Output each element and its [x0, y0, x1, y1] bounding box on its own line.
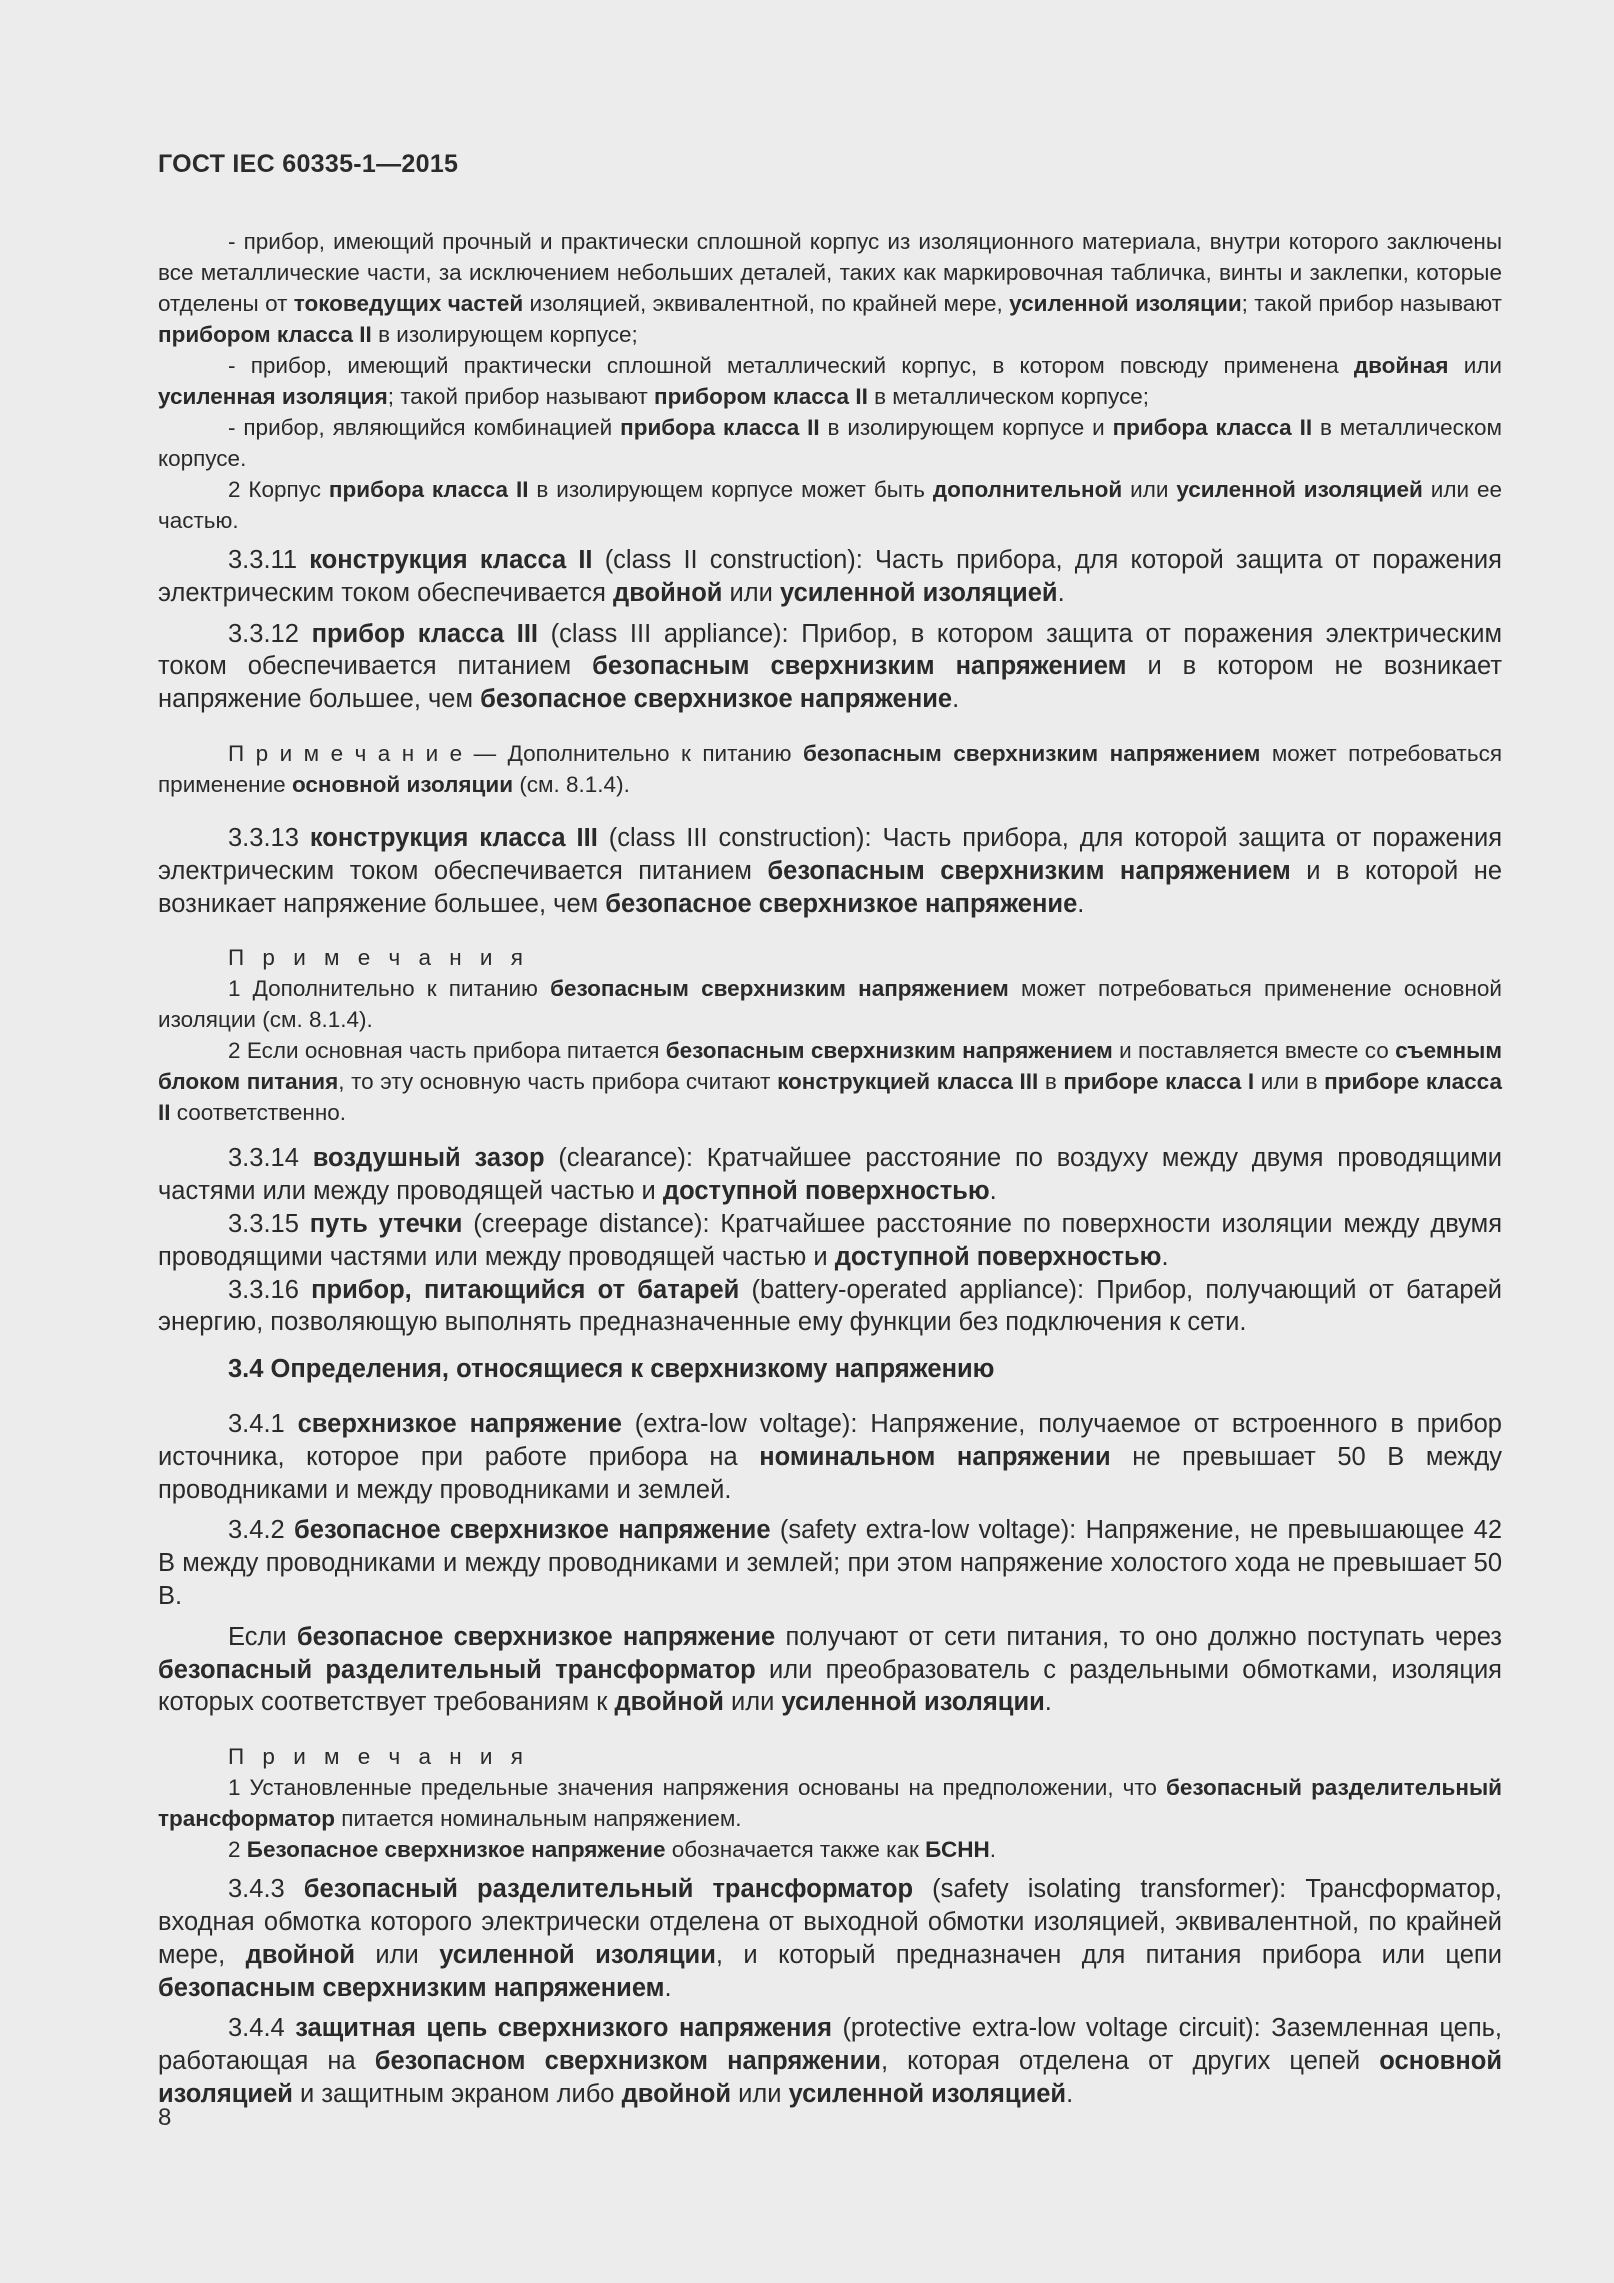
definition-3-4-1: 3.4.1 сверхнизкое напряжение (extra-low voltage): Напряжение, получаемое от встроенного в прибор источника, которое при работе прибора на номинальном напряжении не превышает 50 В между проводниками и между проводниками и землей. [158, 1409, 1502, 1504]
page-number: 8 [158, 2104, 172, 2131]
note-2-class-ii-enclosure: 2 Корпус прибора класса II в изолирующем корпусе может быть дополнительной или усиленной изоляцией или ее частью. [158, 477, 1502, 533]
definition-3-4-3: 3.4.3 безопасный разделительный трансформатор (safety isolating transformer): Трансформатор, входная обмотка которого электрически отделена от выходной обмотки изоляцией, эквивалентной, по крайней мере, двойной или усиленной изоляции, и который предназначен для питания прибора или цепи безопасным сверхнизким напряжением. [158, 1875, 1503, 2002]
section-title-3-4: 3.4 Определения, относящиеся к сверхнизкому напряжению [228, 1355, 995, 1384]
notes-heading-3-3-13: П р и м е ч а н и я [228, 945, 529, 971]
paragraph-class-ii-metal: - прибор, имеющий практически сплошной металлический корпус, в котором повсюду применена двойная или усиленная изоляция; такой прибор называют прибором класса II в металлическом корпусе; [158, 353, 1502, 409]
definition-3-3-13: 3.3.13 конструкция класса III (class III construction): Часть прибора, для которой защита от поражения электрическим током обеспечивается питанием безопасным сверхнизким напряжением и в которой не возникает напряжение большее, чем безопасное сверхнизкое напряжение. [158, 823, 1503, 918]
standard-header: ГОСТ IEC 60335-1—2015 [158, 150, 459, 178]
definition-3-3-12: 3.3.12 прибор класса III (class III appliance): Прибор, в котором защита от поражения электрическим током обеспечивается питанием безопасным сверхнизким напряжением и в котором не возникает напряжение большее, чем безопасное сверхнизкое напряжение. [158, 619, 1502, 714]
note-1-3-3-13: 1 Дополнительно к питанию безопасным сверхнизким напряжением может потребоваться применение основной изоляции (см. 8.1.4). [158, 976, 1502, 1033]
paragraph-class-ii-combined: - прибор, являющийся комбинацией прибора класса II в изолирующем корпусе и прибора класса II в металлическом корпусе. [158, 415, 1503, 471]
note-2-3-3-13: 2 Если основная часть прибора питается безопасным сверхнизким напряжением и поставляется вместе со съемным блоком питания, то эту основную часть прибора считают конструкцией класса III в приборе класса I или в приборе класса II соответственно. [158, 1038, 1502, 1126]
paragraph-class-ii-insulated: - прибор, имеющий прочный и практически сплошной корпус из изоляционного материала, внутри которого заключены все металлические части, за исключением небольших деталей, таких как маркировочная табличка, винты и заклепки, которые отделены от токоведущих частей изоляцией, эквивалентной, по крайней мере, усиленной изоляции; такой прибор называют прибором класса II в изолирующем корпусе; [158, 229, 1502, 347]
note-1-3-4-2: 1 Установленные предельные значения напряжения основаны на предположении, что безопасный разделительный трансформатор питается номинальным напряжением. [158, 1775, 1502, 1832]
note-2-3-4-2: 2 Безопасное сверхнизкое напряжение обозначается также как БСНН. [228, 1837, 996, 1863]
note-3-3-12: П р и м е ч а н и е — Дополнительно к питанию безопасным сверхнизким напряжением может потребоваться применение основной изоляции (см. 8.1.4). [158, 740, 1503, 797]
definition-3-3-15: 3.3.15 путь утечки (creepage distance): Кратчайшее расстояние по поверхности изоляции между двумя проводящими частями или между проводящей частью и доступной поверхностью. [158, 1209, 1503, 1271]
definition-3-3-14: 3.3.14 воздушный зазор (clearance): Кратчайшее расстояние по воздуху между двумя проводящими частями или между проводящей частью и доступной поверхностью. [158, 1144, 1503, 1206]
definition-3-3-16: 3.3.16 прибор, питающийся от батарей (battery-operated appliance): Прибор, получающий от батарей энергию, позволяющую выполнять предназначенные ему функции без подключения к сети. [158, 1275, 1502, 1337]
notes-heading-3-4-2: П р и м е ч а н и я [228, 1744, 529, 1770]
definition-3-4-2: 3.4.2 безопасное сверхнизкое напряжение (safety extra-low voltage): Напряжение, не превышающее 42 В между проводниками и между проводниками и землей; при этом напряжение холостого хода не превышает 50 В. [158, 1516, 1502, 1610]
definition-3-4-4: 3.4.4 защитная цепь сверхнизкого напряжения (protective extra-low voltage circuit): Заземленная цепь, работающая на безопасном сверхнизком напряжении, которая отделена от других цепей основной изоляцией и защитным экраном либо двойной или усиленной изоляцией. [158, 2014, 1503, 2108]
page-content [158, 226, 1502, 2111]
paragraph-selv-supply: Если безопасное сверхнизкое напряжение получают от сети питания, то оно должно поступать через безопасный разделительный трансформатор или преобразователь с раздельными обмотками, изоляция которых соответствует требованиям к двойной или усиленной изоляции. [158, 1622, 1503, 1717]
definition-3-3-11: 3.3.11 конструкция класса II (class II construction): Часть прибора, для которой защита от поражения электрическим током обеспечивается двойной или усиленной изоляцией. [158, 546, 1502, 607]
